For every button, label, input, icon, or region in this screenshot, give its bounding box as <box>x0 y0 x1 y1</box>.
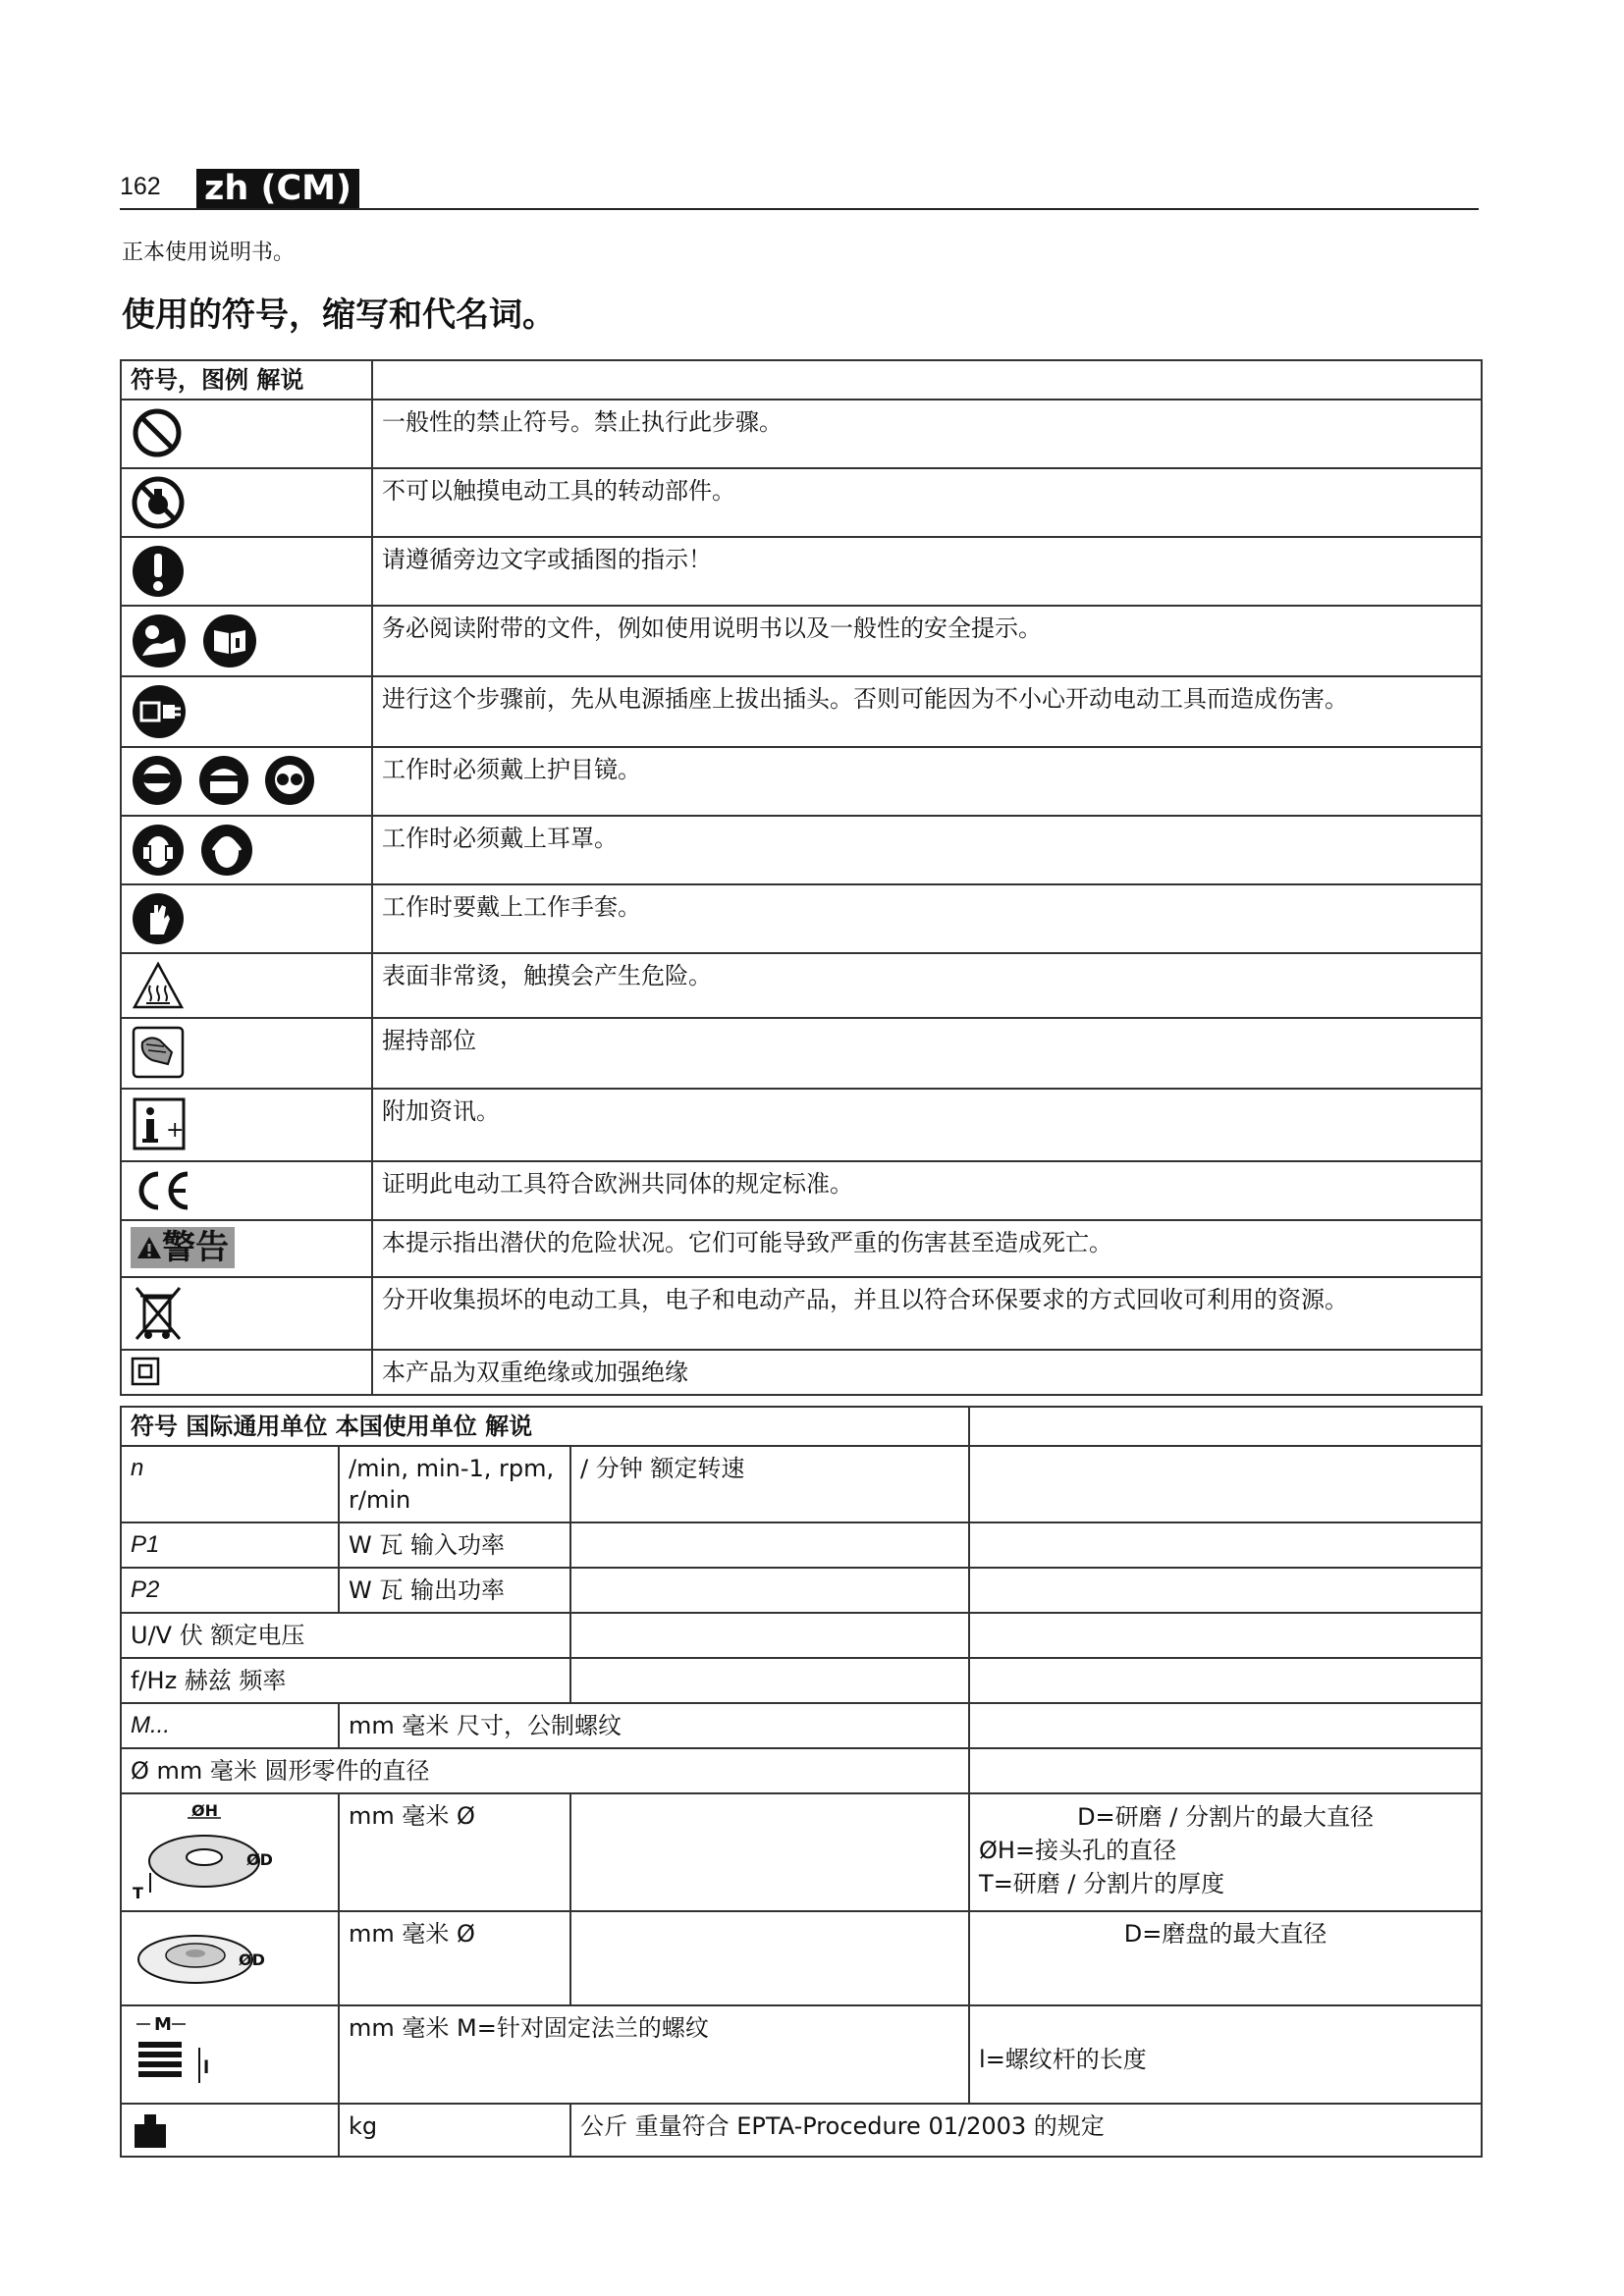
symbol-cell <box>121 537 372 606</box>
face-shield-icon <box>197 754 250 807</box>
table-row <box>121 1220 1482 1277</box>
unit-symbol: P1 <box>121 1522 339 1568</box>
note-line: ØH=接头孔的直径 <box>979 1837 1177 1864</box>
hot-surface-warning-icon <box>131 960 186 1011</box>
note-line: D=研磨 / 分割片的最大直径 <box>1077 1803 1374 1831</box>
column-header-description <box>372 360 1482 400</box>
table-header-row <box>121 1407 1482 1446</box>
unit-local: / 分钟 额定转速 <box>570 1446 969 1522</box>
disc-dimensions-icon <box>131 1800 278 1902</box>
goggles-icon <box>131 754 184 807</box>
symbol-cell <box>121 1277 372 1350</box>
thread-l-label: l <box>203 2057 210 2078</box>
description-cell: 证明此电动工具符合欧洲共同体的规定标准。 <box>372 1161 1482 1220</box>
unit-symbol: Ø mm 毫米 圆形零件的直径 <box>121 1748 969 1793</box>
table-row <box>121 676 1482 747</box>
table-row <box>121 1161 1482 1220</box>
unit-local: 公斤 重量符合 EPTA-Procedure 01/2003 的规定 <box>570 2104 1482 2157</box>
description-cell: 表面非常烫，触摸会产生危险。 <box>372 953 1482 1018</box>
info-icon <box>131 1095 188 1152</box>
gloves-icon <box>131 891 186 946</box>
table-row <box>121 1446 1482 1522</box>
note-line: l=螺纹杆的长度 <box>979 2046 1147 2073</box>
unit-intl: W 瓦 输入功率 <box>339 1522 570 1568</box>
table-row <box>121 1568 1482 1613</box>
table-row <box>121 2005 1482 2104</box>
table-row <box>121 606 1482 676</box>
symbol-cell <box>121 1350 372 1395</box>
weee-bin-icon <box>131 1284 186 1343</box>
table-row <box>121 468 1482 537</box>
disc-oh-label: ØH <box>191 1801 218 1820</box>
thread-m-label: M <box>154 2014 172 2035</box>
unit-intl: kg <box>339 2104 570 2157</box>
unit-note <box>969 1793 1482 1911</box>
weight-icon <box>131 2110 170 2150</box>
table-row <box>121 1748 1482 1793</box>
ce-mark-icon <box>131 1168 193 1213</box>
section-heading: 使用的符号，缩写和代名词。 <box>122 295 556 335</box>
description-cell: 进行这个步骤前，先从电源插座上拔出插头。否则可能因为不小心开动电动工具而造成伤害。 <box>372 676 1482 747</box>
no-touch-rotating-parts-icon <box>131 475 186 530</box>
double-insulation-icon <box>131 1357 160 1386</box>
description-cell: 握持部位 <box>372 1018 1482 1089</box>
description-cell: 请遵循旁边文字或插图的指示！ <box>372 537 1482 606</box>
unit-symbol: M... <box>121 1703 339 1748</box>
header-empty-cell <box>969 1407 1482 1446</box>
table-row <box>121 1613 1482 1658</box>
warning-label-icon <box>131 1227 235 1268</box>
table-row <box>121 1277 1482 1350</box>
grip-area-icon <box>131 1025 186 1080</box>
table-row <box>121 1793 1482 1911</box>
symbol-cell <box>121 1793 339 1911</box>
symbol-cell <box>121 1089 372 1161</box>
note-line <box>979 2012 1472 2044</box>
ear-muffs-icon <box>199 823 254 878</box>
symbol-cell <box>121 2005 339 2104</box>
symbol-cell <box>121 676 372 747</box>
table-header-row <box>121 360 1482 400</box>
note-line: D=磨盘的最大直径 <box>1123 1920 1327 1948</box>
unit-note <box>969 2005 1482 2104</box>
symbol-cell <box>121 400 372 468</box>
spindle-thread-icon <box>131 2012 219 2095</box>
warning-label-text: 警告 <box>162 1228 229 1267</box>
unit-intl: /min, min-1, rpm, r/min <box>339 1446 570 1522</box>
table-row <box>121 2104 1482 2157</box>
unit-local <box>570 1658 969 1703</box>
table-row <box>121 1018 1482 1089</box>
table-row <box>121 1089 1482 1161</box>
table-row <box>121 537 1482 606</box>
read-documents-icon <box>131 613 188 669</box>
table-row <box>121 816 1482 884</box>
unit-note <box>969 1613 1482 1658</box>
table-row <box>121 1658 1482 1703</box>
pad-od-label: ØD <box>239 1950 265 1969</box>
description-cell: 本提示指出潜伏的危险状况。它们可能导致严重的伤害甚至造成死亡。 <box>372 1220 1482 1277</box>
symbol-cell <box>121 1220 372 1277</box>
unit-symbol: n <box>121 1446 339 1522</box>
description-cell: 一般性的禁止符号。禁止执行此步骤。 <box>372 400 1482 468</box>
unit-intl: mm 毫米 Ø <box>339 1911 570 2005</box>
units-table <box>120 1406 1483 2158</box>
svg-text:+: + <box>166 1118 185 1143</box>
column-header-symbol: 符号，图例 解说 <box>121 360 372 400</box>
disc-od-label: ØD <box>246 1850 273 1869</box>
document-subtitle: 正本使用说明书。 <box>122 240 296 265</box>
unit-local <box>570 1911 969 2005</box>
page-header <box>120 169 1479 210</box>
table-row <box>121 747 1482 816</box>
symbol-cell <box>121 747 372 816</box>
unit-note <box>969 1568 1482 1613</box>
unit-note <box>969 1522 1482 1568</box>
ear-protection-icon <box>131 823 186 878</box>
manual-book-icon <box>201 613 258 669</box>
unit-local <box>570 1793 969 1911</box>
description-cell: 工作时必须戴上护目镜。 <box>372 747 1482 816</box>
table-row <box>121 1350 1482 1395</box>
description-cell: 工作时要戴上工作手套。 <box>372 884 1482 953</box>
description-cell: 工作时必须戴上耳罩。 <box>372 816 1482 884</box>
table-row <box>121 400 1482 468</box>
symbol-cell <box>121 606 372 676</box>
table-row <box>121 1703 1482 1748</box>
symbol-cell <box>121 468 372 537</box>
unit-note <box>969 1748 1482 1793</box>
table-row <box>121 1911 1482 2005</box>
language-tag: zh (CM) <box>196 169 359 208</box>
note-line: T=研磨 / 分割片的厚度 <box>979 1870 1225 1897</box>
unit-intl: mm 毫米 尺寸，公制螺纹 <box>339 1703 969 1748</box>
prohibition-icon <box>131 406 184 459</box>
unit-symbol: f/Hz 赫兹 频率 <box>121 1658 570 1703</box>
symbol-cell <box>121 1161 372 1220</box>
table-row <box>121 884 1482 953</box>
description-cell: 务必阅读附带的文件，例如使用说明书以及一般性的安全提示。 <box>372 606 1482 676</box>
unit-note <box>969 1703 1482 1748</box>
symbol-cell <box>121 1911 339 2005</box>
symbols-table <box>120 359 1483 1396</box>
unit-note <box>969 1446 1482 1522</box>
symbol-cell <box>121 2104 339 2157</box>
description-cell: 不可以触摸电动工具的转动部件。 <box>372 468 1482 537</box>
unit-note <box>969 1658 1482 1703</box>
table-row <box>121 1522 1482 1568</box>
unit-note <box>969 1911 1482 2005</box>
unplug-icon <box>131 683 188 740</box>
unit-intl: mm 毫米 Ø <box>339 1793 570 1911</box>
description-cell: 本产品为双重绝缘或加强绝缘 <box>372 1350 1482 1395</box>
unit-local <box>570 1522 969 1568</box>
description-cell: 附加资讯。 <box>372 1089 1482 1161</box>
disc-t-label: T <box>133 1884 143 1902</box>
unit-symbol: P2 <box>121 1568 339 1613</box>
symbol-cell <box>121 953 372 1018</box>
unit-local <box>570 1568 969 1613</box>
symbol-cell <box>121 816 372 884</box>
description-cell: 分开收集损坏的电动工具，电子和电动产品，并且以符合环保要求的方式回收可利用的资源。 <box>372 1277 1482 1350</box>
units-table-header: 符号 国际通用单位 本国使用单位 解说 <box>121 1407 969 1446</box>
unit-local <box>570 1613 969 1658</box>
unit-intl: W 瓦 输出功率 <box>339 1568 570 1613</box>
attention-exclamation-icon <box>131 544 186 599</box>
unit-symbol: U/V 伏 额定电压 <box>121 1613 570 1658</box>
page-number: 162 <box>120 173 161 200</box>
symbol-cell <box>121 1018 372 1089</box>
backing-pad-icon <box>131 1918 278 1997</box>
symbol-cell <box>121 884 372 953</box>
table-row <box>121 953 1482 1018</box>
unit-intl: mm 毫米 M=针对固定法兰的螺纹 <box>339 2005 969 2104</box>
safety-glasses-icon <box>263 754 316 807</box>
